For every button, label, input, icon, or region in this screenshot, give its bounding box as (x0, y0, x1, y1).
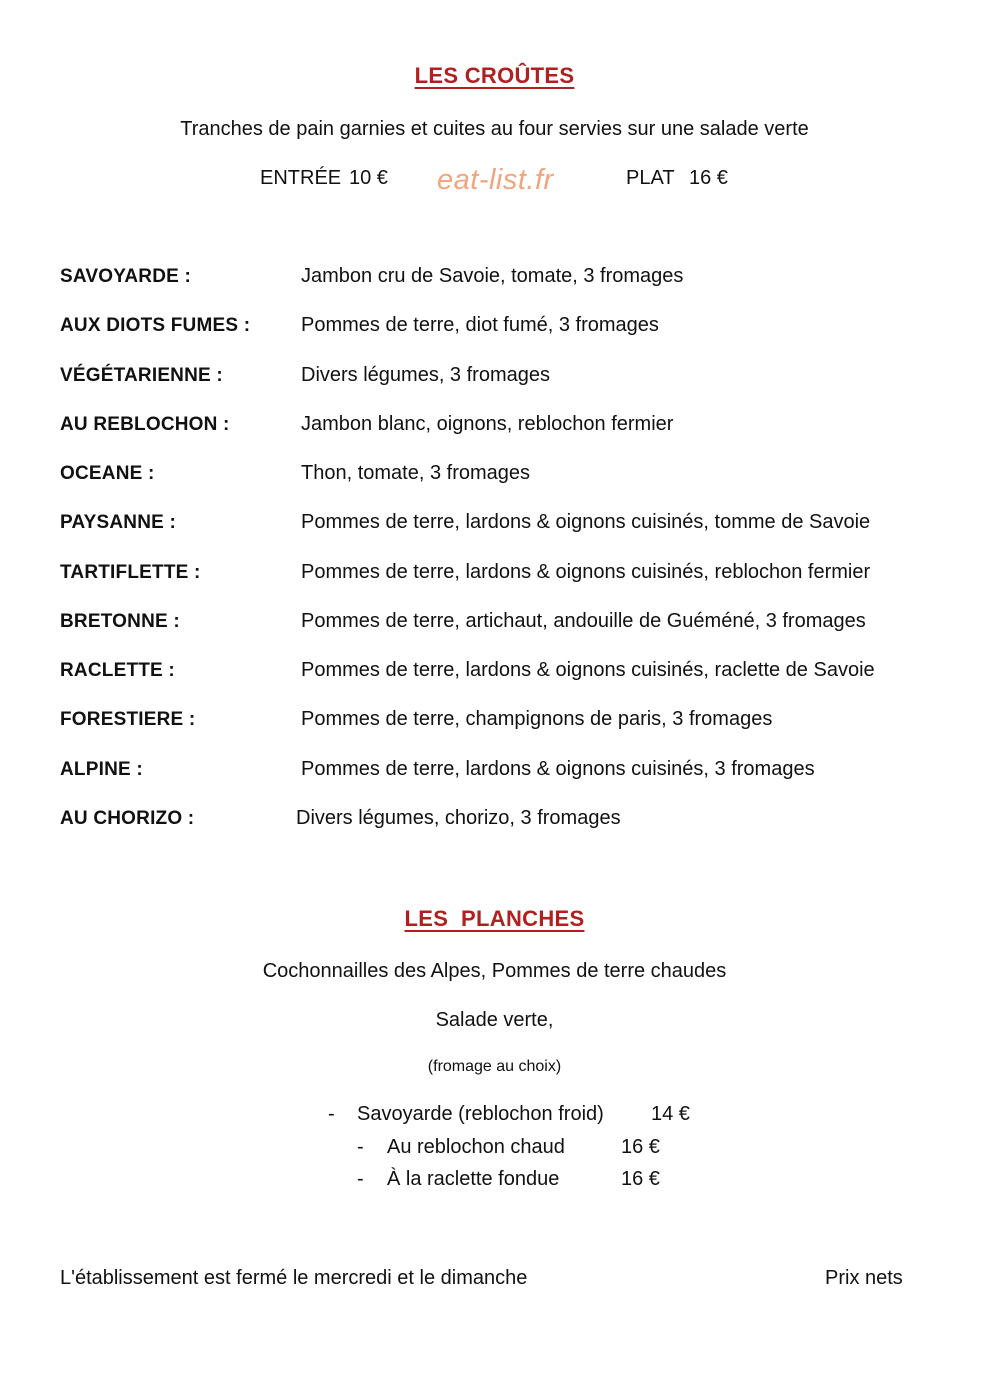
option-label: Au reblochon chaud (387, 1136, 565, 1158)
list-dash: - (357, 1168, 364, 1190)
option-price: 16 € (621, 1168, 660, 1190)
item-desc: Pommes de terre, diot fumé, 3 fromages (301, 314, 659, 336)
item-name: OCEANE : (60, 463, 155, 484)
item-desc: Pommes de terre, lardons & oignons cuisinés, raclette de Savoie (301, 659, 875, 681)
item-desc: Divers légumes, 3 fromages (301, 364, 550, 386)
croutes-subtitle: Tranches de pain garnies et cuites au four servies sur une salade verte (180, 118, 809, 140)
item-desc: Jambon cru de Savoie, tomate, 3 fromages (301, 265, 684, 287)
item-desc: Pommes de terre, lardons & oignons cuisinés, 3 fromages (301, 758, 815, 780)
entree-label: ENTRÉE (260, 167, 342, 189)
item-name: TARTIFLETTE : (60, 562, 201, 583)
planches-line2: Salade verte, (435, 1009, 554, 1031)
item-name: SAVOYARDE : (60, 266, 192, 287)
item-name: ALPINE : (60, 759, 143, 780)
item-desc: Pommes de terre, artichaut, andouille de Guéméné, 3 fromages (301, 610, 866, 632)
item-name: AU REBLOCHON : (60, 414, 230, 435)
planches-note: (fromage au choix) (427, 1058, 562, 1075)
prix-nets: Prix nets (825, 1267, 903, 1289)
planches-line1: Cochonnailles des Alpes, Pommes de terre chaudes (262, 960, 727, 982)
watermark: eat-list.fr (437, 164, 554, 196)
entree-price: 10 € (349, 167, 388, 189)
item-name: BRETONNE : (60, 611, 180, 632)
item-desc: Pommes de terre, lardons & oignons cuisinés, tomme de Savoie (301, 511, 871, 533)
item-desc: Divers légumes, chorizo, 3 fromages (296, 807, 621, 829)
item-name: RACLETTE : (60, 660, 175, 681)
item-desc: Pommes de terre, champignons de paris, 3 fromages (301, 708, 773, 730)
item-name: AU CHORIZO : (60, 808, 195, 829)
item-desc: Jambon blanc, oignons, reblochon fermier (301, 413, 674, 435)
item-desc: Pommes de terre, lardons & oignons cuisinés, reblochon fermier (301, 561, 871, 583)
option-price: 16 € (621, 1136, 660, 1158)
item-name: FORESTIERE : (60, 709, 196, 730)
option-label: Savoyarde (reblochon froid) (357, 1103, 604, 1125)
plat-label: PLAT (626, 167, 675, 189)
closing-days: L'établissement est fermé le mercredi et le dimanche (60, 1267, 528, 1289)
list-dash: - (357, 1136, 364, 1158)
item-name: AUX DIOTS FUMES : (60, 315, 251, 336)
plat-price: 16 € (689, 167, 728, 189)
option-price: 14 € (651, 1103, 690, 1125)
item-desc: Thon, tomate, 3 fromages (301, 462, 531, 484)
item-name: PAYSANNE : (60, 512, 177, 533)
croutes-title: LES CROÛTES (414, 63, 575, 88)
option-label: À la raclette fondue (387, 1168, 560, 1190)
item-name: VÉGÉTARIENNE : (60, 365, 223, 386)
planches-title: LES PLANCHES (404, 906, 585, 931)
list-dash: - (328, 1103, 335, 1125)
